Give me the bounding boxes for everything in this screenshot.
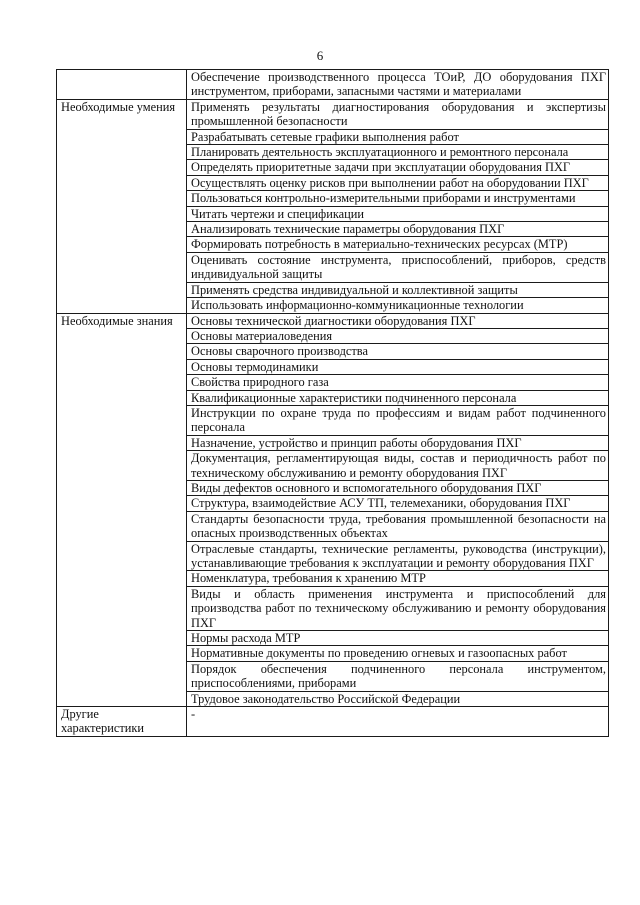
requirement-item: Определять приоритетные задачи при эксплуатации оборудования ПХГ	[187, 160, 609, 175]
requirement-item: Оценивать состояние инструмента, приспособлений, приборов, средств индивидуальной защиты	[187, 252, 609, 282]
table-row	[57, 313, 609, 328]
page-number: 6	[316, 48, 324, 63]
requirement-item: Использовать информационно-коммуникационные технологии	[187, 298, 609, 313]
table-row	[57, 70, 609, 100]
section-label: Другие характеристики	[57, 707, 187, 737]
requirement-item: Осуществлять оценку рисков при выполнении работ на оборудовании ПХГ	[187, 175, 609, 190]
requirement-item: Виды и область применения инструмента и приспособлений для производства работ по техническому обслуживанию и ремонту оборудования ПХГ	[187, 586, 609, 630]
requirement-item: Основы материаловедения	[187, 328, 609, 343]
requirement-item: Основы термодинамики	[187, 359, 609, 374]
section-label: Необходимые умения	[57, 99, 187, 313]
table-row	[57, 707, 609, 737]
requirement-item: Разрабатывать сетевые графики выполнения работ	[187, 129, 609, 144]
requirement-item: Анализировать технические параметры оборудования ПХГ	[187, 222, 609, 237]
requirement-item: Документация, регламентирующая виды, состав и периодичность работ по техническому обслуживанию и ремонту оборудования ПХГ	[187, 451, 609, 481]
requirement-item: Планировать деятельность эксплуатационного и ремонтного персонала	[187, 145, 609, 160]
requirement-item: Номенклатура, требования к хранению МТР	[187, 571, 609, 586]
requirement-item: Читать чертежи и спецификации	[187, 206, 609, 221]
requirement-item: Нормативные документы по проведению огневых и газоопасных работ	[187, 646, 609, 661]
competency-table-body	[57, 70, 609, 737]
requirement-item: Применять результаты диагностирования оборудования и экспертизы промышленной безопасности	[187, 99, 609, 129]
requirement-item: Трудовое законодательство Российской Федерации	[187, 691, 609, 706]
requirement-item: Применять средства индивидуальной и коллективной защиты	[187, 282, 609, 297]
requirement-item: Основы технической диагностики оборудования ПХГ	[187, 313, 609, 328]
requirement-item: Основы сварочного производства	[187, 344, 609, 359]
requirement-item: Назначение, устройство и принцип работы оборудования ПХГ	[187, 435, 609, 450]
section-label: Необходимые знания	[57, 313, 187, 707]
requirement-item: Обеспечение производственного процесса ТОиР, ДО оборудования ПХГ инструментом, приборами, запасными частями и материалами	[187, 70, 609, 100]
requirement-item: Пользоваться контрольно-измерительными приборами и инструментами	[187, 191, 609, 206]
requirement-item: Нормы расхода МТР	[187, 631, 609, 646]
requirement-item: Формировать потребность в материально-технических ресурсах (МТР)	[187, 237, 609, 252]
requirement-item: Отраслевые стандарты, технические регламенты, руководства (инструкции), устанавливающие требования к эксплуатации и ремонту оборудования ПХГ	[187, 541, 609, 571]
requirement-item: Структура, взаимодействие АСУ ТП, телемеханики, оборудования ПХГ	[187, 496, 609, 511]
requirement-item: Инструкции по охране труда по профессиям и видам работ подчиненного персонала	[187, 405, 609, 435]
competency-table	[56, 69, 609, 737]
requirement-item: Свойства природного газа	[187, 375, 609, 390]
requirement-item: Виды дефектов основного и вспомогательного оборудования ПХГ	[187, 480, 609, 495]
section-label	[57, 70, 187, 100]
requirement-item: -	[187, 707, 609, 737]
requirement-item: Стандарты безопасности труда, требования промышленной безопасности на опасных производственных объектах	[187, 511, 609, 541]
table-row	[57, 99, 609, 129]
requirement-item: Порядок обеспечения подчиненного персонала инструментом, приспособлениями, приборами	[187, 661, 609, 691]
requirement-item: Квалификационные характеристики подчиненного персонала	[187, 390, 609, 405]
